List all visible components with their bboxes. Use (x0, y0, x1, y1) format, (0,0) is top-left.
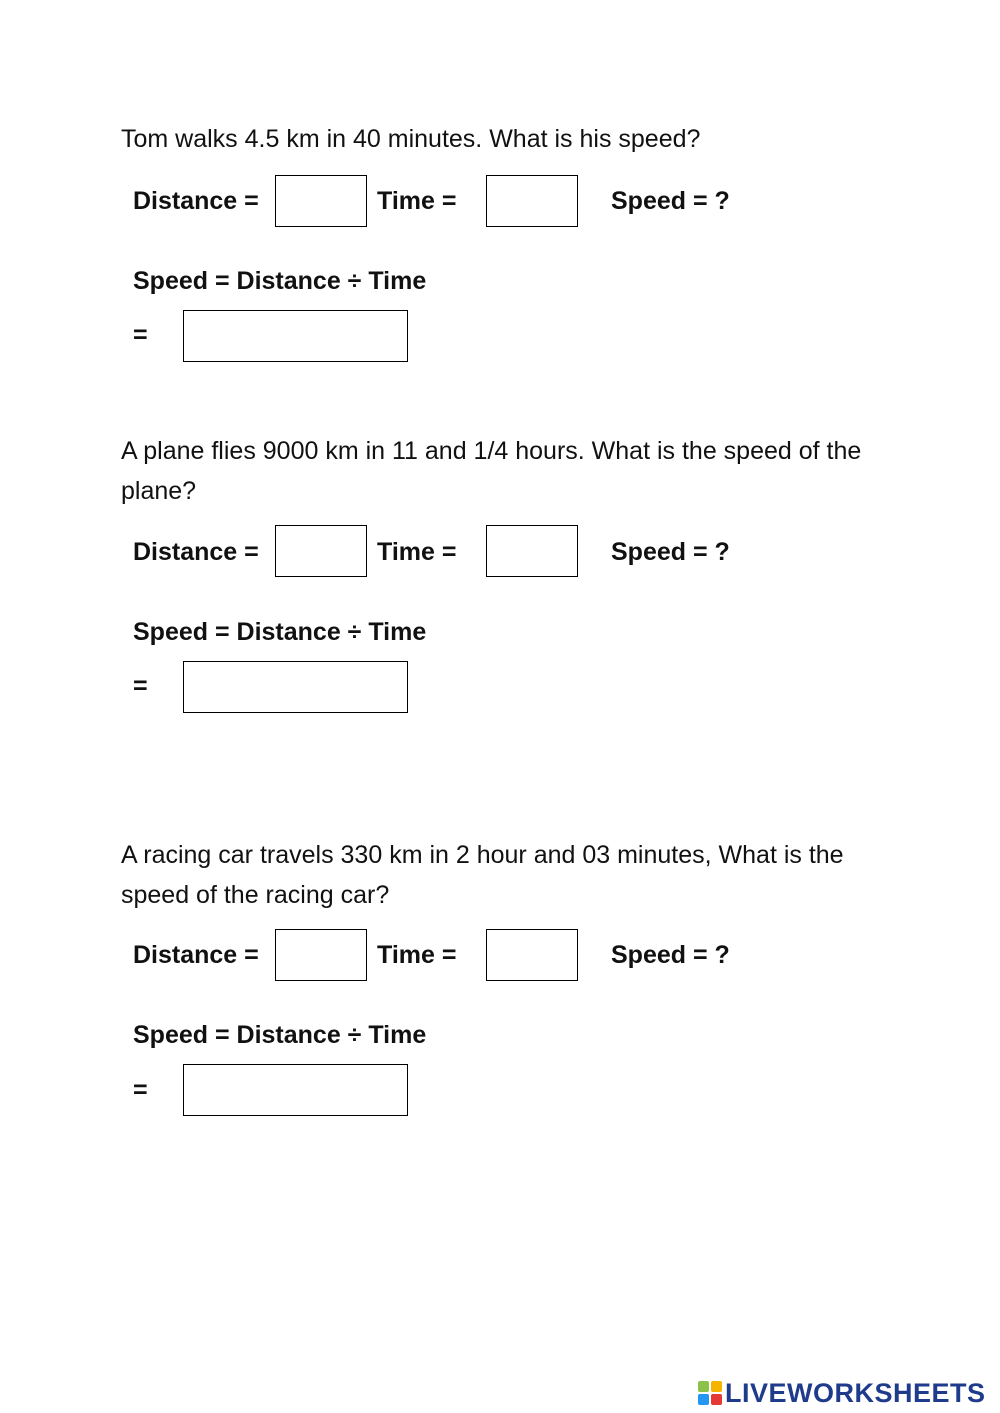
time-answer-box[interactable] (486, 175, 578, 227)
speed-answer-box[interactable] (183, 1064, 408, 1116)
equals-sign: = (133, 321, 148, 349)
speed-label: Speed = ? (611, 538, 730, 566)
formula-label: Speed = Distance ÷ Time (133, 267, 427, 295)
liveworksheets-logo-icon (698, 1381, 722, 1405)
distance-answer-box[interactable] (275, 525, 367, 577)
distance-answer-box[interactable] (275, 929, 367, 981)
logo-square-1 (698, 1381, 709, 1392)
time-label: Time = (377, 538, 457, 566)
time-label: Time = (377, 941, 457, 969)
logo-square-2 (711, 1381, 722, 1392)
time-answer-box[interactable] (486, 525, 578, 577)
formula-label: Speed = Distance ÷ Time (133, 618, 427, 646)
distance-label: Distance = (133, 538, 259, 566)
equals-sign: = (133, 1076, 148, 1104)
distance-answer-box[interactable] (275, 175, 367, 227)
speed-answer-box[interactable] (183, 661, 408, 713)
speed-label: Speed = ? (611, 941, 730, 969)
distance-label: Distance = (133, 941, 259, 969)
formula-label: Speed = Distance ÷ Time (133, 1021, 427, 1049)
question-2-text: A plane flies 9000 km in 11 and 1/4 hours. What is the speed of the plane? (121, 437, 862, 505)
time-label: Time = (377, 187, 457, 215)
speed-label: Speed = ? (611, 187, 730, 215)
liveworksheets-logo (698, 1378, 986, 1408)
distance-label: Distance = (133, 187, 259, 215)
question-3-text: A racing car travels 330 km in 2 hour and 03 minutes, What is the speed of the racing car? (121, 841, 844, 909)
logo-square-3 (698, 1394, 709, 1405)
time-answer-box[interactable] (486, 929, 578, 981)
brand-name: LIVEWORKSHEETS (725, 1377, 986, 1408)
equals-sign: = (133, 672, 148, 700)
logo-square-4 (711, 1394, 722, 1405)
speed-answer-box[interactable] (183, 310, 408, 362)
question-1-text: Tom walks 4.5 km in 40 minutes. What is his speed? (121, 125, 701, 153)
